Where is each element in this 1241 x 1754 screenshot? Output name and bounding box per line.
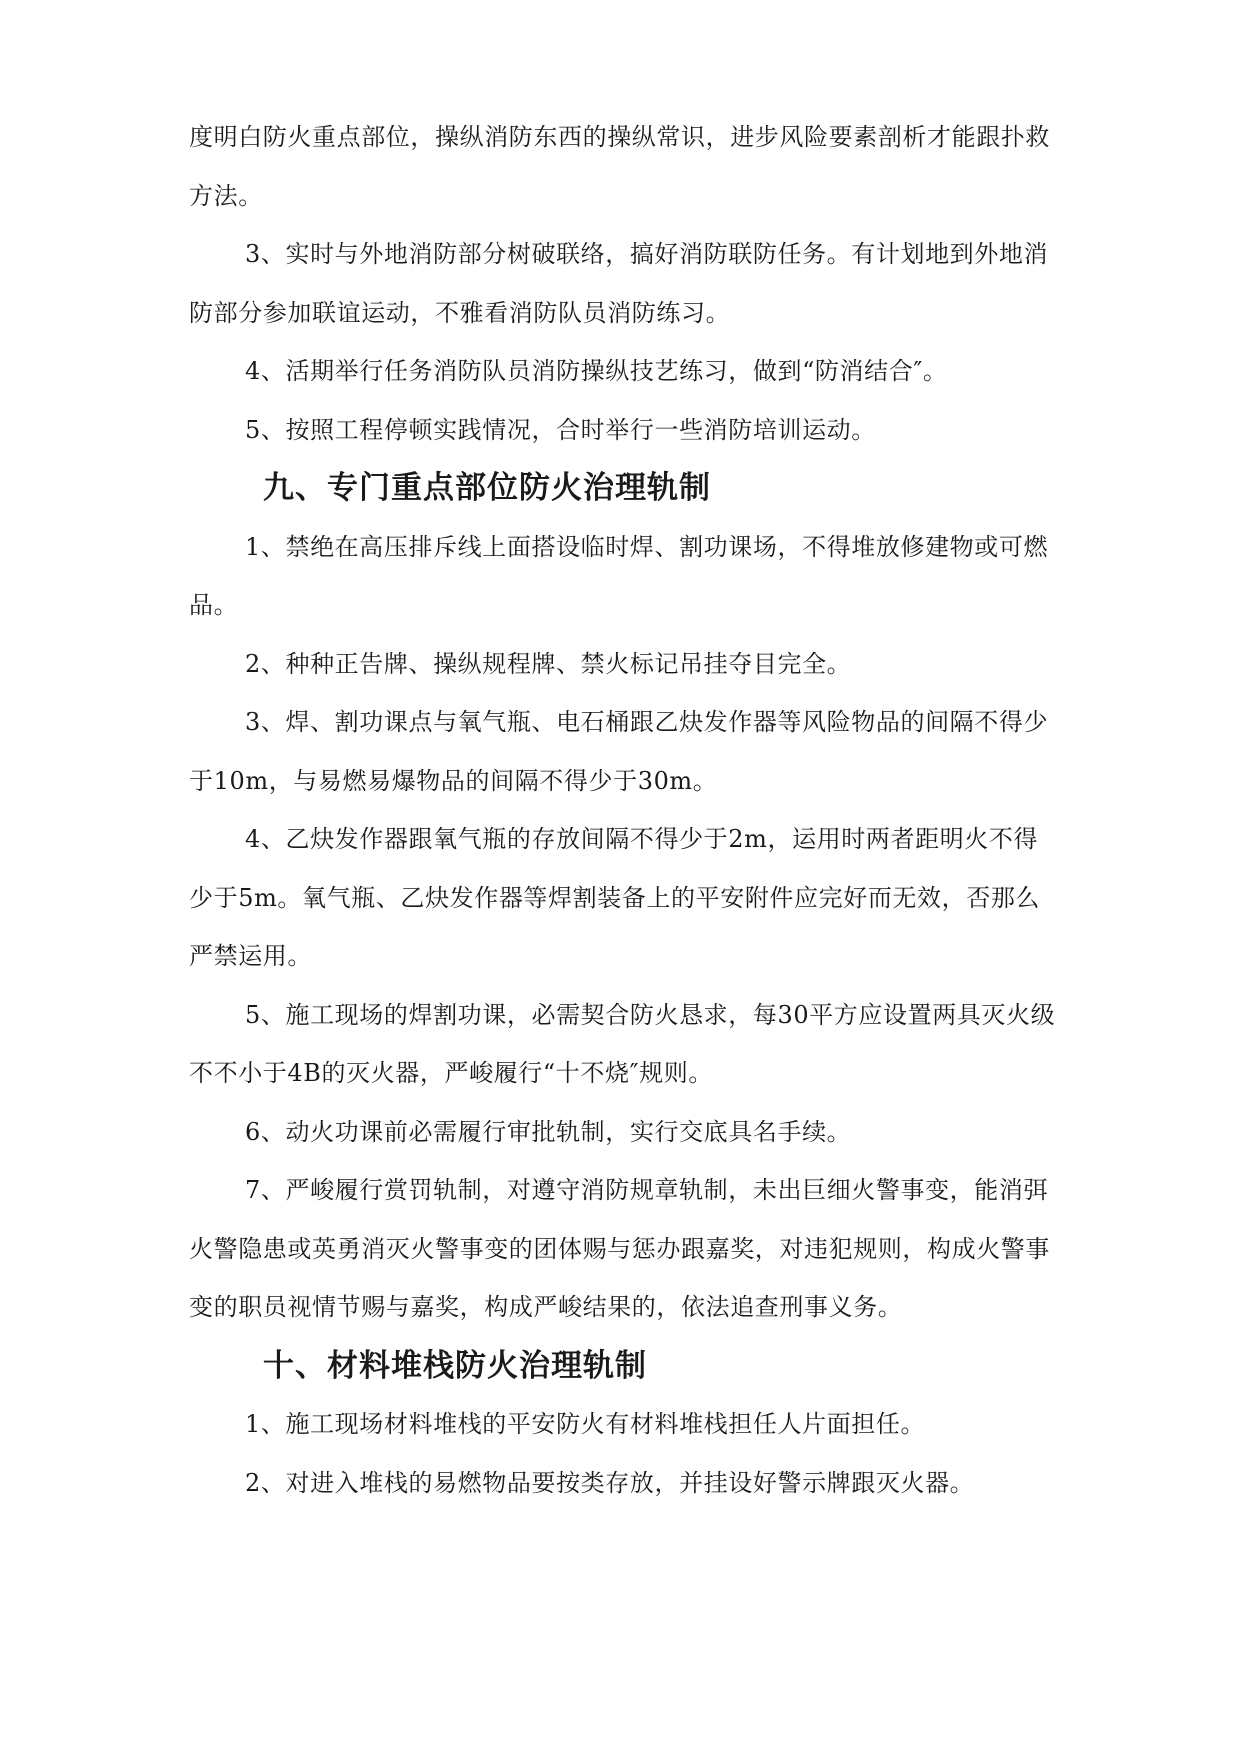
- section10-item-2: 2、对进入堆栈的易燃物品要按类存放，并挂设好警示牌跟灭火器。: [245, 1468, 975, 1497]
- section10-item-1: 1、施工现场材料堆栈的平安防火有材料堆栈担任人片面担任。: [245, 1410, 926, 1438]
- document-body: [189, 108, 1061, 1512]
- section9-item-5: 5、施工现场的焊割功课，必需契合防火恳求，每30平方应设置两具灭火级不不小于4B的灭火器，严峻履行“十不烧″规则。: [189, 1000, 1056, 1087]
- section9-item-1: 1、禁绝在高压排斥线上面搭设临时焊、割功课场，不得堆放修建物或可燃品。: [189, 532, 1049, 619]
- continuation-paragraph: 度明白防火重点部位，操纵消防东西的操纵常识，进步风险要素剖析才能跟扑救方法。: [189, 123, 1050, 210]
- section9-item-7: 7、严峻履行赏罚轨制，对遵守消防规章轨制，未出巨细火警事变，能消弭火警隐患或英勇消灭火警事变的团体赐与惩办跟嘉奖，对违犯规则，构成火警事变的职员视情节赐与嘉奖，构成严峻结果的，依法追查刑事义务。: [189, 1176, 1050, 1321]
- section9-item-4: 4、乙炔发作器跟氧气瓶的存放间隔不得少于2m，运用时两者距明火不得少于5m。氧气瓶、乙炔发作器等焊割装备上的平安附件应完好而无效，否那么严禁运用。: [189, 825, 1041, 970]
- section8-item-4: 4、活期举行任务消防队员消防操纵技艺练习，做到“防消结合″。: [245, 357, 948, 385]
- section9-item-6: 6、动火功课前必需履行审批轨制，实行交底具名手续。: [245, 1117, 852, 1146]
- section9-heading: 九、专门重点部位防火治理轨制: [263, 470, 711, 506]
- section9-item-3: 3、焊、割功课点与氧气瓶、电石桶跟乙炔发作器等风险物品的间隔不得少于10m，与易燃易爆物品的间隔不得少于30m。: [189, 708, 1049, 795]
- section8-item-3: 3、实时与外地消防部分树破联络，搞好消防联防任务。有计划地到外地消防部分参加联谊运动，不雅看消防队员消防练习。: [189, 240, 1049, 327]
- section9-item-2: 2、种种正告牌、操纵规程牌、禁火标记吊挂夺目完全。: [245, 649, 852, 678]
- section10-heading: 十、材料堆栈防火治理轨制: [263, 1347, 647, 1384]
- section8-item-5: 5、按照工程停顿实践情况，合时举行一些消防培训运动。: [245, 415, 876, 444]
